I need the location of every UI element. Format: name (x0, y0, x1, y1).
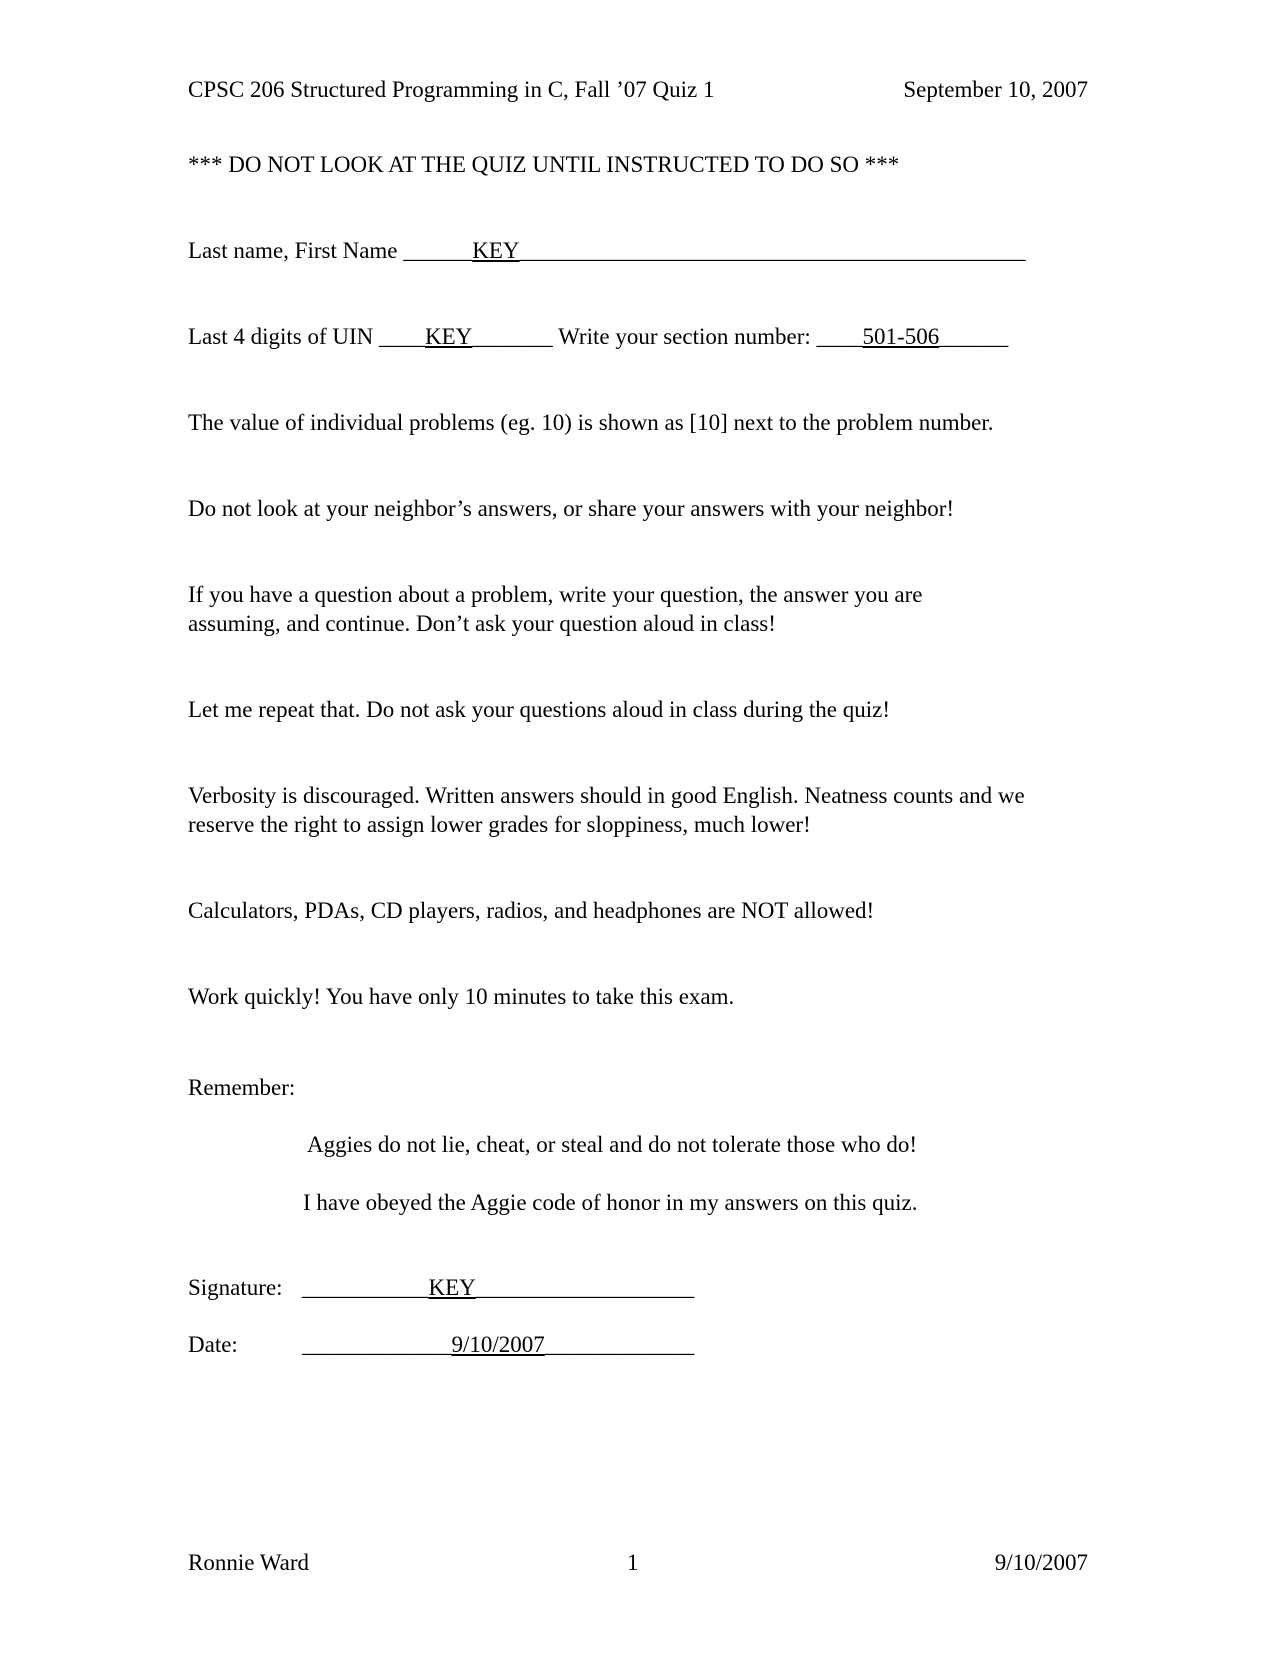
warning-notice: *** DO NOT LOOK AT THE QUIZ UNTIL INSTRUCTED TO DO SO *** (188, 152, 900, 177)
date-value: 9/10/2007 (451, 1332, 545, 1357)
section-field-blank-post: ______ (939, 324, 1009, 349)
header-course: CPSC 206 Structured Programming in C, Fall ’07 Quiz 1 (188, 77, 715, 102)
name-field-value: KEY (472, 238, 520, 263)
signature-label: Signature: (188, 1275, 283, 1300)
honor-code-line-1: Aggies do not lie, cheat, or steal and do not tolerate those who do! (307, 1132, 917, 1157)
uin-field-blank-pre: ____ (379, 324, 426, 349)
name-field-blank-post: ____________________________________________ (519, 238, 1026, 263)
signature-blank-post: ___________________ (475, 1275, 695, 1300)
footer-page-number: 1 (627, 1550, 639, 1575)
date-label: Date: (188, 1332, 238, 1357)
honor-code-line-2: I have obeyed the Aggie code of honor in my answers on this quiz. (303, 1190, 918, 1215)
signature-blank-pre: ___________ (302, 1275, 429, 1300)
remember-label: Remember: (188, 1075, 296, 1100)
signature-value: KEY (428, 1275, 476, 1300)
name-field-blank-pre: ______ (403, 238, 473, 263)
date-row (188, 1330, 694, 1359)
header-date: September 10, 2007 (903, 77, 1088, 102)
date-blank-post: _____________ (544, 1332, 695, 1357)
section-field-label: Write your section number: (552, 324, 817, 349)
uin-section-row (188, 322, 1008, 351)
uin-field-label: Last 4 digits of UIN (188, 324, 380, 349)
name-field-label: Last name, First Name (188, 238, 404, 263)
instruction-repeat: Let me repeat that. Do not ask your questions aloud in class during the quiz! (188, 697, 890, 722)
date-blank-pre: _____________ (302, 1332, 452, 1357)
section-field-value: 501-506 (862, 324, 940, 349)
uin-field-value: KEY (425, 324, 473, 349)
instruction-no-sharing: Do not look at your neighbor’s answers, or share your answers with your neighbor! (188, 496, 955, 521)
instruction-verbosity: Verbosity is discouraged. Written answers should in good English. Neatness counts and we reserve the right to assign lower grades for sloppiness, much lower! (188, 783, 1025, 837)
uin-field-blank-post: _______ (472, 324, 553, 349)
signature-row (188, 1273, 694, 1302)
instruction-time: Work quickly! You have only 10 minutes to take this exam. (188, 984, 735, 1009)
section-field-blank-pre: ____ (816, 324, 863, 349)
name-field-row (188, 236, 1026, 265)
instruction-problem-values: The value of individual problems (eg. 10) is shown as [10] next to the problem number. (188, 410, 994, 435)
footer-date: 9/10/2007 (994, 1550, 1088, 1575)
footer-author: Ronnie Ward (188, 1550, 310, 1575)
instruction-devices: Calculators, PDAs, CD players, radios, and headphones are NOT allowed! (188, 898, 875, 923)
instruction-questions: If you have a question about a problem, write your question, the answer you are assuming, and continue. Don’t ask your question aloud in class! (188, 582, 923, 636)
